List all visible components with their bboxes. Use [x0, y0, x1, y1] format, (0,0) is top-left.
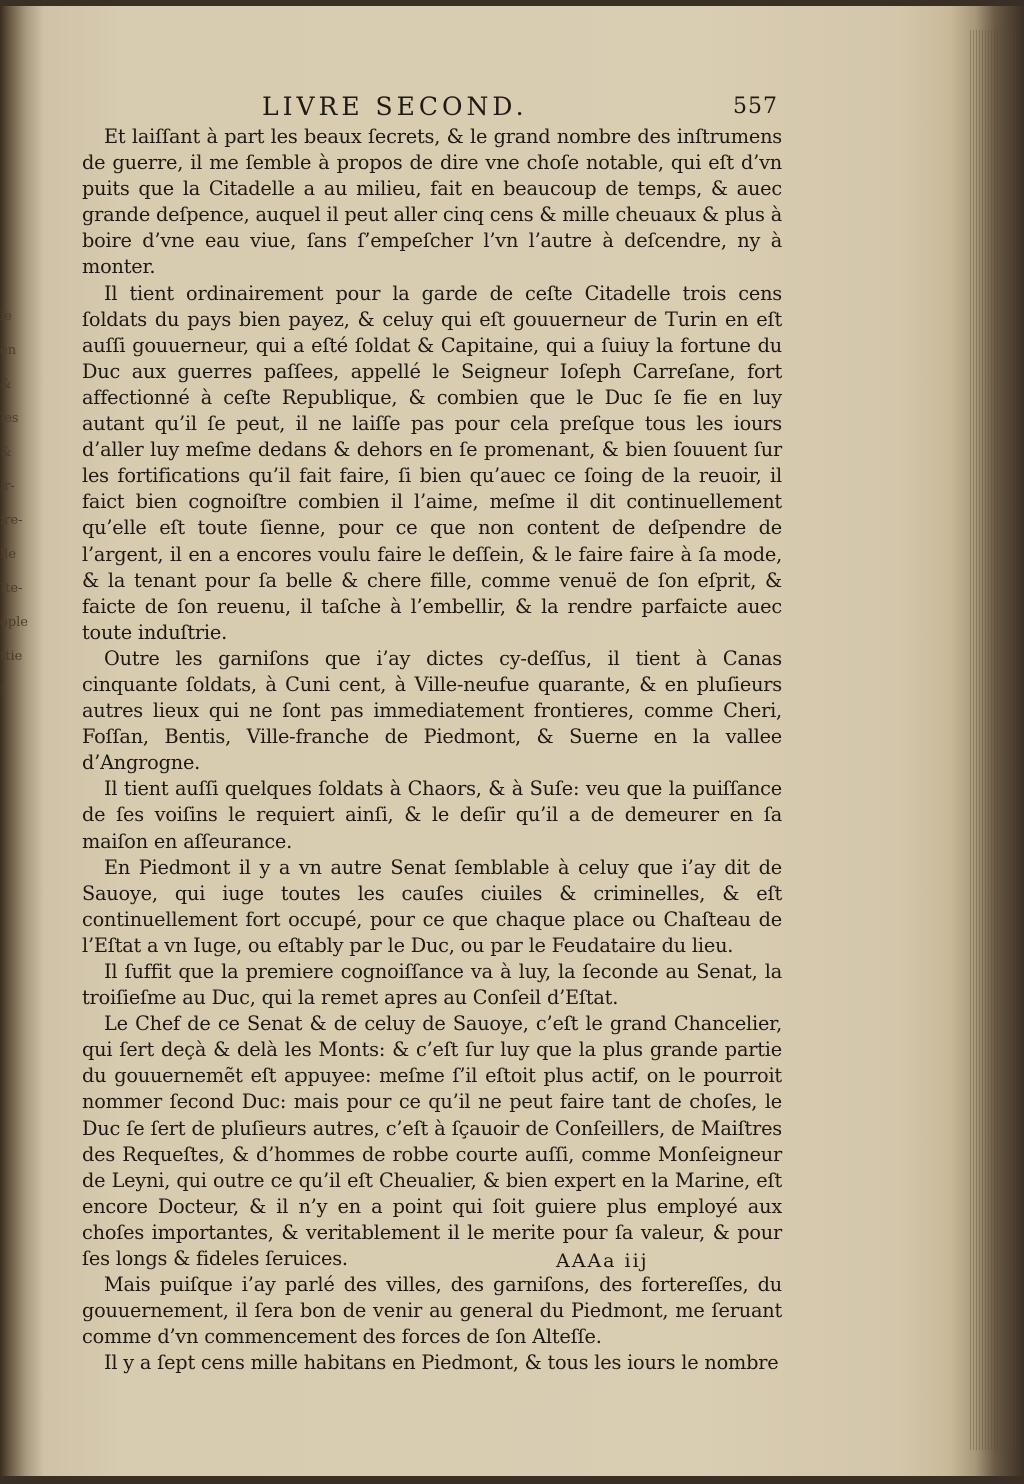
- body-text: [82, 124, 782, 1377]
- paragraph: Et laiſſant à part les beaux ſecrets, & le grand nombre des inſtrumens de guerre, il me ſemble à propos de dire vne choſe notable, qui eſt d’vn puits que la Citadelle a au milieu, fait en beaucoup de temps, & auec grande deſpence, auquel il peut aller cinq cens & mille cheuaux & plus à boire d’vne eau viue, ſans ſ’empeſcher l’vn l’autre à deſcendre, ny à monter.: [82, 125, 782, 279]
- page-header: [86, 92, 776, 124]
- paragraph: Il tient auſſi quelques ſoldats à Chaors, & à Suſe: veu que la puiſſance de ſes voiſins le requiert ainſi, & le deſir qu’il a de demeurer en ſa maiſon en aſſeurance.: [82, 777, 782, 853]
- bleed-fragment: ire-: [0, 513, 23, 528]
- bleed-fragment: lle: [0, 547, 17, 562]
- facing-page-bleed: [0, 300, 28, 1200]
- bleed-fragment: ttie: [0, 649, 23, 664]
- bleed-fragment: &: [0, 445, 12, 460]
- paragraph: En Piedmont il y a vn autre Senat ſemblable à celuy que i’ay dit de Sauoye, qui iuge toutes les cauſes ciuiles & criminelles, & eſt continuellement fort occupé, pour ce que chaque place ou Chaſteau de l’Eſtat a vn Iuge, ou eſtably par le Duc, ou par le Feudataire du lieu.: [82, 855, 782, 957]
- page-number: 557: [733, 94, 778, 119]
- bleed-fragment: Ite-: [0, 581, 23, 596]
- paragraph: Outre les garniſons que i’ay dictes cy-deſſus, il tient à Canas cinquante ſoldats, à Cuni cent, à Ville-neufue quarante, & en pluſieurs autres lieux qui ne ſont pas immediatement frontieres, comme Cheri, Foſſan, Bentis, Ville-franche de Piedmont, & Suerne en la vallee d’Angrogne.: [82, 646, 782, 775]
- paragraph: Il tient ordinairement pour la garde de ceſte Citadelle trois cens ſoldats du pays bien payez, & celuy qui eſt gouuerneur de Turin en eſt auſſi gouuerneur, qui a eſté ſoldat & Capitaine, qui a ſuiuy la fortune du Duc aux guerres paſſees, appellé le Seigneur Ioſeph Carreſane, fort affectionné à ceſte Republique, & combien que le Duc ſe fie en luy autant qu’il ſe peut, il ne laiſſe pas pour cela preſque tous les iours d’aller luy meſme dedans & dehors en ſe promenant, & bien ſouuent ſur les fortifications qu’il fait faire, ſi bien qu’auec ce ſoing de la reuoir, il faict bien cognoiſtre combien il l’aime, meſme il dit continuellement qu’elle eſt toute ſienne, pour ce que non content de deſpendre de l’argent, il en a encores voulu faire le deſſein, & le faire faire à ſa mode, & la tenant pour ſa belle & chere fille, comme venuë de ſon eſprit, & faicte de ſon reuenu, il taſche à l’embellir, & la rendre parfaicte auec toute induſtrie.: [82, 281, 782, 644]
- page-edges: [970, 30, 1016, 1450]
- bleed-fragment: en: [0, 343, 17, 358]
- running-head: LIVRE SECOND.: [262, 92, 528, 121]
- bleed-fragment: ople: [0, 615, 28, 630]
- bleed-fragment: ir-: [0, 479, 15, 494]
- signature-mark: AAAa iij: [556, 1250, 649, 1272]
- bleed-fragment: les: [0, 411, 19, 426]
- paragraph: Il ſuffit que la premiere cognoiſſance va à luy, la ſeconde au Senat, la troiſieſme au Duc, qui la remet apres au Conſeil d’Eſtat.: [82, 960, 782, 1010]
- bleed-fragment: &: [0, 377, 12, 392]
- bleed-fragment: le: [0, 309, 12, 324]
- bleed-fragment: i: [0, 683, 5, 698]
- paragraph: Mais puiſque i’ay parlé des villes, des garniſons, des fortereſſes, du gouuernement, il ſera bon de venir au general du Piedmont, me ſeruant comme d’vn commencement des forces de ſon Alteſſe.: [82, 1273, 782, 1349]
- paragraph: Il y a ſept cens mille habitans en Piedmont, & tous les iours le nombre: [104, 1351, 779, 1375]
- paragraph: Le Chef de ce Senat & de celuy de Sauoye, c’eſt le grand Chancelier, qui ſert deçà & delà les Monts: & c’eſt ſur luy que la plus grande partie du gouuernemẽt eſt appuyee: meſme ſ’il eſtoit plus actif, on le pourroit nommer ſecond Duc: mais pour ce qu’il ne peut faire tant de choſes, le Duc ſe ſert de pluſieurs autres, c’eſt à ſçauoir de Conſeillers, de Maiſtres des Requeſtes, & d’hommes de robbe courte auſſi, comme Monſeigneur de Leyni, qui outre ce qu’il eſt Cheualier, & bien expert en la Marine, eſt encore Docteur, & il n’y en a point qui ſoit guiere plus employé aux choſes importantes, & veritablement il le merite pour ſa valeur, & pour ſes longs & fideles ſeruices.: [82, 1012, 782, 1271]
